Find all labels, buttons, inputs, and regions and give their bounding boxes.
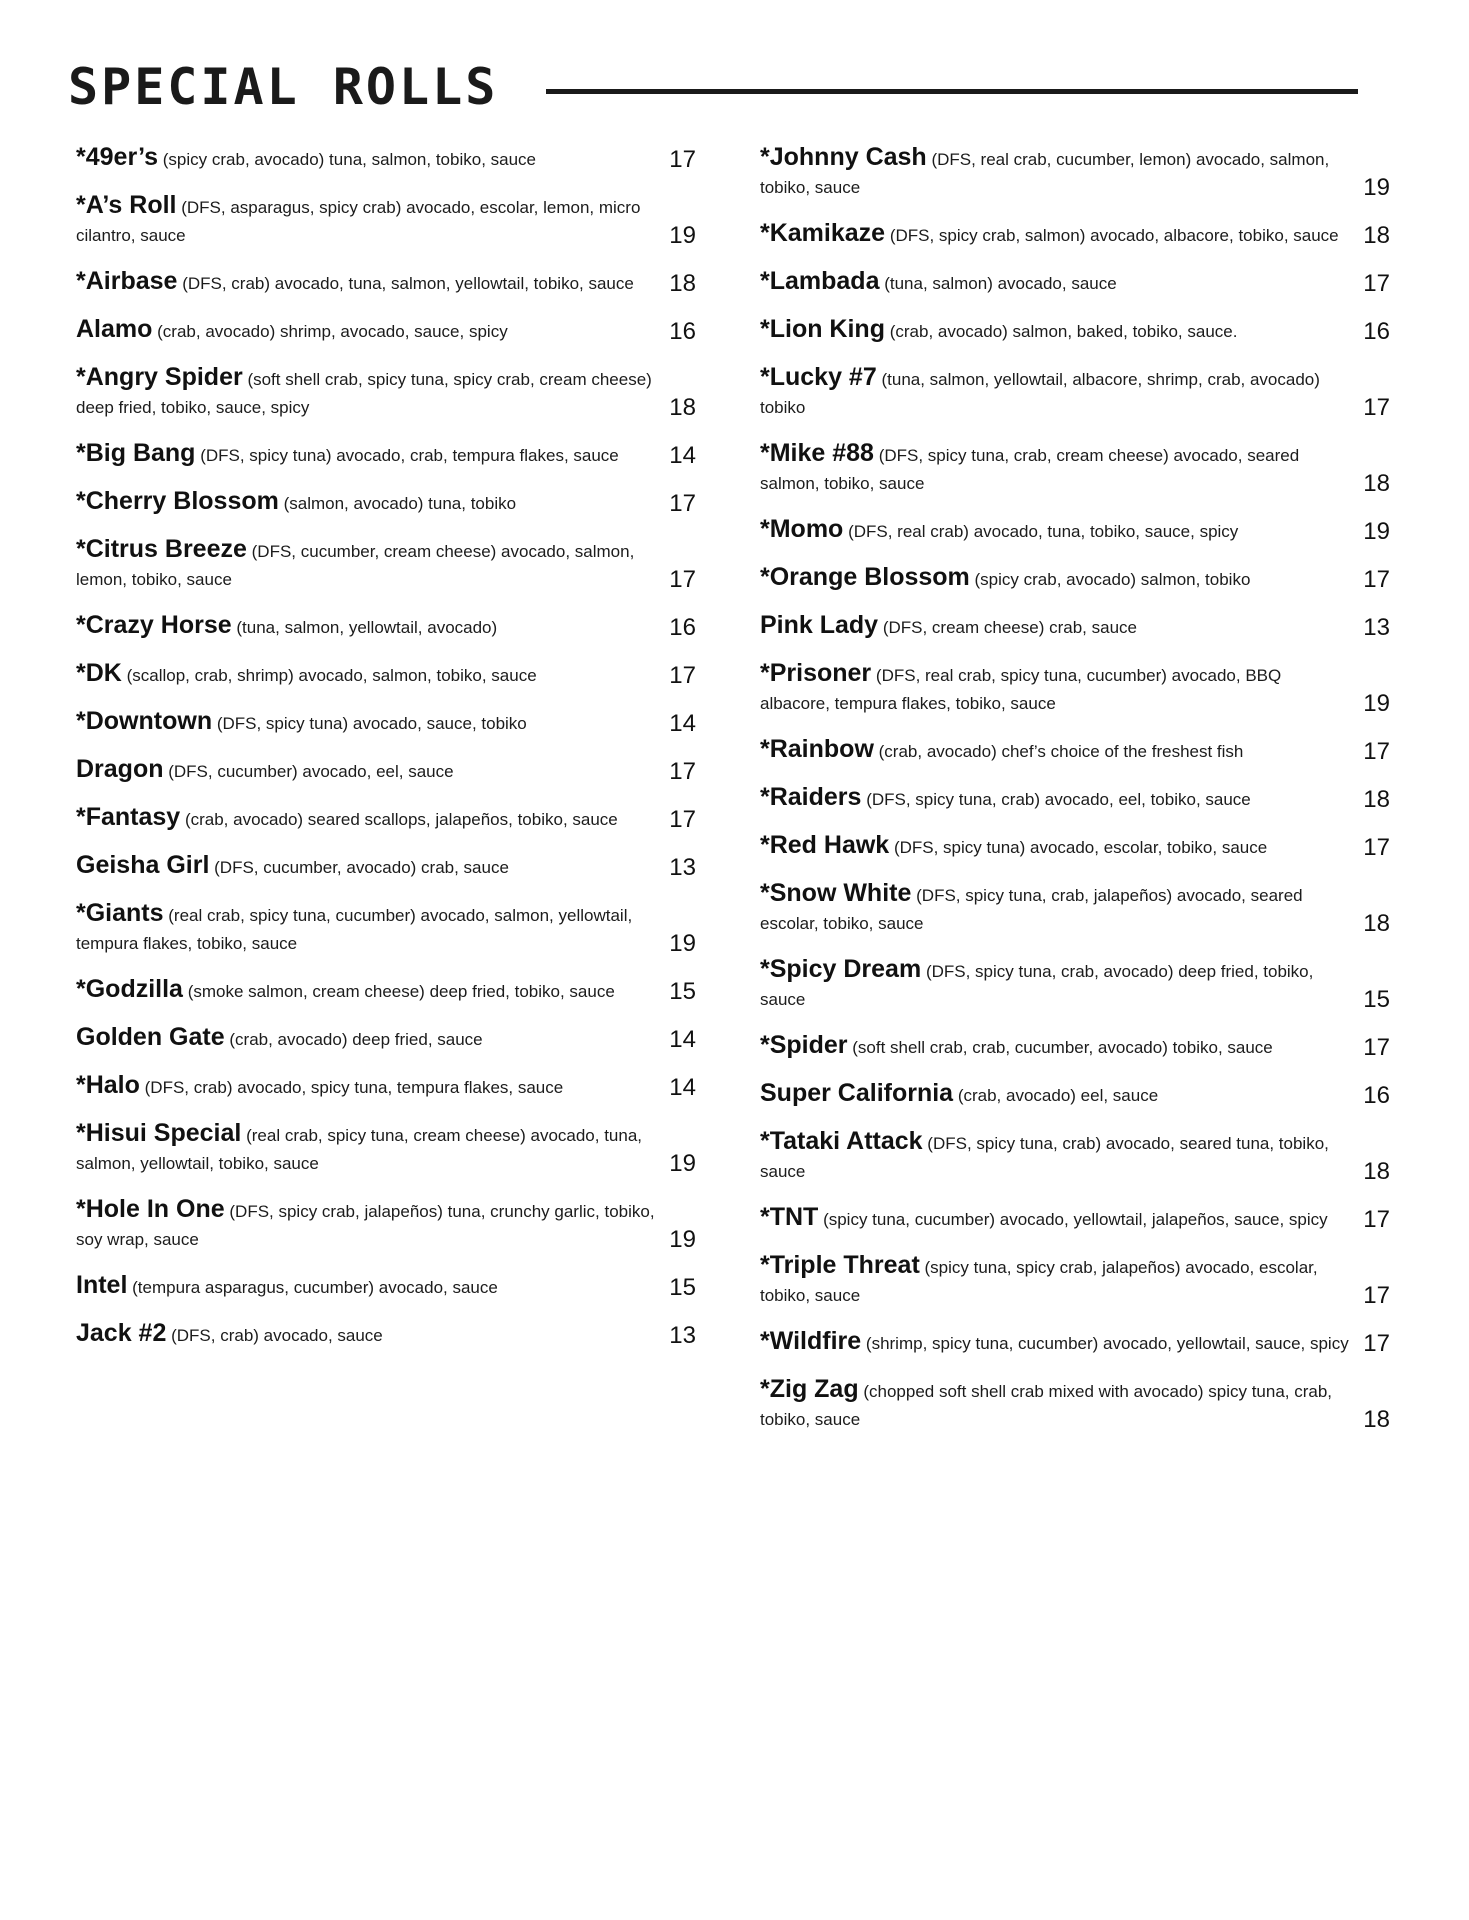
menu-item-name: *Zig Zag — [760, 1375, 859, 1403]
menu-item-description: (DFS, crab) avocado, spicy tuna, tempura flakes, sauce — [144, 1078, 564, 1097]
menu-item-name: *Momo — [760, 515, 844, 543]
menu-item — [760, 363, 1390, 422]
menu-item-description: (DFS, cucumber, cream cheese) avocado, salmon, lemon, tobiko, sauce — [76, 542, 635, 589]
menu-item-name: *Snow White — [760, 879, 912, 907]
menu-item-name: *Raiders — [760, 783, 862, 811]
menu-item-name: *Lambada — [760, 267, 880, 295]
menu-item-price: 18 — [669, 270, 696, 297]
menu-item-text — [76, 1271, 666, 1302]
menu-item-price: 18 — [1363, 1406, 1390, 1433]
menu-item-price: 14 — [669, 710, 696, 737]
menu-item-price: 17 — [1363, 834, 1390, 861]
menu-item-description: (real crab, spicy tuna, cucumber) avocado, salmon, yellowtail, tempura flakes, tobiko, sauce — [76, 906, 633, 953]
menu-item-price: 15 — [669, 1274, 696, 1301]
menu-item-description: (crab, avocado) deep fried, sauce — [229, 1030, 483, 1049]
menu-item-name: *Mike #88 — [760, 439, 874, 467]
menu-item-name: *49er’s — [76, 143, 159, 171]
menu-item-price: 14 — [669, 1026, 696, 1053]
menu-item-text — [760, 143, 1350, 202]
menu-item-price: 18 — [1363, 470, 1390, 497]
menu-item-name: *Angry Spider — [76, 363, 243, 391]
menu-item-name: *Tataki Attack — [760, 1127, 923, 1155]
menu-item-name: *Lion King — [760, 315, 885, 343]
menu-item-text — [76, 487, 666, 518]
menu-item-description: (DFS, cream cheese) crab, sauce — [882, 618, 1137, 637]
menu-item-name: *Orange Blossom — [760, 563, 970, 591]
menu-item-price: 13 — [669, 1322, 696, 1349]
menu-item-name: *Hisui Special — [76, 1119, 242, 1147]
menu-item-name: *Red Hawk — [760, 831, 890, 859]
menu-item-text — [760, 611, 1350, 642]
menu-item — [760, 267, 1390, 298]
menu-item-price: 13 — [1363, 614, 1390, 641]
menu-item-price: 16 — [1363, 1082, 1390, 1109]
menu-item-description: (DFS, real crab, spicy tuna, cucumber) avocado, BBQ albacore, tempura flakes, tobiko, sauce — [760, 666, 1282, 713]
menu-item — [760, 143, 1390, 202]
menu-item-text — [760, 315, 1350, 346]
menu-item-description: (DFS, spicy tuna, crab) avocado, seared tuna, tobiko, sauce — [760, 1134, 1329, 1181]
menu-item-description: (shrimp, spicy tuna, cucumber) avocado, yellowtail, sauce, spicy — [865, 1334, 1349, 1353]
menu-item — [760, 1251, 1390, 1310]
menu-item-description: (DFS, spicy tuna, crab) avocado, eel, tobiko, sauce — [866, 790, 1251, 809]
menu-item-description: (DFS, asparagus, spicy crab) avocado, escolar, lemon, micro cilantro, sauce — [76, 198, 641, 245]
menu-item-price: 17 — [669, 758, 696, 785]
menu-item-description: (DFS, spicy tuna) avocado, escolar, tobiko, sauce — [893, 838, 1268, 857]
menu-item — [76, 975, 696, 1006]
menu-item-price: 14 — [669, 442, 696, 469]
menu-item-text — [76, 143, 666, 174]
menu-item-text — [76, 315, 666, 346]
menu-item-text — [760, 735, 1350, 766]
menu-item-price: 18 — [1363, 910, 1390, 937]
menu-item-name: *Airbase — [76, 267, 178, 295]
menu-item-description: (tuna, salmon, yellowtail, albacore, shrimp, crab, avocado) tobiko — [760, 370, 1320, 417]
menu-item-price: 17 — [669, 490, 696, 517]
menu-item-description: (crab, avocado) eel, sauce — [957, 1086, 1159, 1105]
menu-item-description: (soft shell crab, crab, cucumber, avocado) tobiko, sauce — [852, 1038, 1273, 1057]
menu-item-text — [76, 899, 666, 958]
menu-item-name: Pink Lady — [760, 611, 879, 639]
menu-item-name: *Cherry Blossom — [76, 487, 279, 515]
menu-item-description: (spicy tuna, cucumber) avocado, yellowtail, jalapeños, sauce, spicy — [823, 1210, 1328, 1229]
menu-item-name: *DK — [76, 659, 122, 687]
menu-item-description: (spicy crab, avocado) tuna, salmon, tobiko, sauce — [162, 150, 537, 169]
menu-item — [76, 1319, 696, 1350]
menu-item-text — [76, 659, 666, 690]
menu-item-price: 17 — [1363, 566, 1390, 593]
menu-item-text — [760, 1327, 1350, 1358]
menu-item-description: (DFS, cucumber) avocado, eel, sauce — [168, 762, 454, 781]
menu-item-name: *Wildfire — [760, 1327, 862, 1355]
menu-item-price: 19 — [669, 222, 696, 249]
menu-item-text — [760, 439, 1350, 498]
menu-item-price: 15 — [669, 978, 696, 1005]
menu-item-text — [76, 1195, 666, 1254]
menu-item-price: 14 — [669, 1074, 696, 1101]
menu-item-description: (DFS, spicy tuna, crab, avocado) deep fried, tobiko, sauce — [760, 962, 1314, 1009]
menu-item-name: *Halo — [76, 1071, 140, 1099]
menu-item-price: 16 — [669, 318, 696, 345]
menu-item-name: Super California — [760, 1079, 954, 1107]
menu-item — [760, 1031, 1390, 1062]
menu-item-text — [760, 563, 1350, 594]
menu-item — [760, 219, 1390, 250]
menu-item-text — [76, 1119, 666, 1178]
menu-item-name: Intel — [76, 1271, 128, 1299]
menu-item-price: 16 — [1363, 318, 1390, 345]
menu-item-text — [760, 659, 1350, 718]
menu-item-text — [760, 831, 1350, 862]
menu-item-text — [76, 975, 666, 1006]
menu-item — [76, 535, 696, 594]
menu-item-price: 16 — [669, 614, 696, 641]
menu-item-name: *Giants — [76, 899, 164, 927]
menu-item-price: 17 — [1363, 1282, 1390, 1309]
menu-item-description: (crab, avocado) seared scallops, jalapeños, tobiko, sauce — [184, 810, 618, 829]
menu-item-name: *Kamikaze — [760, 219, 886, 247]
menu-item-description: (DFS, crab) avocado, tuna, salmon, yellowtail, tobiko, sauce — [182, 274, 634, 293]
menu-item-price: 17 — [669, 146, 696, 173]
menu-item-text — [760, 219, 1350, 250]
menu-item — [760, 563, 1390, 594]
menu-item-name: Alamo — [76, 315, 153, 343]
menu-item — [760, 1375, 1390, 1434]
menu-item — [76, 1195, 696, 1254]
menu-item-description: (crab, avocado) salmon, baked, tobiko, sauce. — [889, 322, 1238, 341]
menu-item-name: *Fantasy — [76, 803, 181, 831]
menu-item — [76, 363, 696, 422]
menu-item-price: 17 — [1363, 1330, 1390, 1357]
menu-item — [76, 191, 696, 250]
menu-item — [760, 831, 1390, 862]
menu-item-price: 15 — [1363, 986, 1390, 1013]
menu-item-name: Golden Gate — [76, 1023, 225, 1051]
menu-item-name: *A’s Roll — [76, 191, 177, 219]
menu-item-text — [76, 611, 666, 642]
menu-item-name: Jack #2 — [76, 1319, 167, 1347]
menu-item — [760, 1127, 1390, 1186]
menu-item-description: (spicy crab, avocado) salmon, tobiko — [974, 570, 1251, 589]
menu-item-name: *TNT — [760, 1203, 819, 1231]
menu-item — [76, 707, 696, 738]
menu-item-text — [760, 1031, 1350, 1062]
menu-item-price: 19 — [1363, 690, 1390, 717]
menu-item — [76, 899, 696, 958]
menu-item-text — [76, 1071, 666, 1102]
menu-item-text — [760, 1203, 1350, 1234]
menu-item — [76, 1271, 696, 1302]
menu-item-name: *Big Bang — [76, 439, 196, 467]
menu-item — [76, 803, 696, 834]
menu-item-text — [760, 1127, 1350, 1186]
menu-item-description: (DFS, spicy tuna, crab, cream cheese) avocado, seared salmon, tobiko, sauce — [760, 446, 1300, 493]
menu-item-name: *Spicy Dream — [760, 955, 922, 983]
menu-item — [760, 879, 1390, 938]
menu-item-price: 17 — [1363, 738, 1390, 765]
menu-item-name: *Spider — [760, 1031, 848, 1059]
menu-item-description: (spicy tuna, spicy crab, jalapeños) avocado, escolar, tobiko, sauce — [760, 1258, 1318, 1305]
menu-item-price: 19 — [669, 1150, 696, 1177]
menu-item — [76, 659, 696, 690]
menu-item — [76, 1023, 696, 1054]
menu-item-description: (soft shell crab, spicy tuna, spicy crab, cream cheese) deep fried, tobiko, sauce, spicy — [76, 370, 652, 417]
menu-item-price: 18 — [1363, 786, 1390, 813]
menu-item-price: 17 — [1363, 1206, 1390, 1233]
menu-item-price: 18 — [1363, 222, 1390, 249]
menu-item-description: (crab, avocado) chef’s choice of the freshest fish — [878, 742, 1244, 761]
menu-item-text — [760, 879, 1350, 938]
menu-item — [760, 611, 1390, 642]
menu-item-name: Geisha Girl — [76, 851, 210, 879]
menu-item-description: (DFS, spicy crab, jalapeños) tuna, crunchy garlic, tobiko, soy wrap, sauce — [76, 1202, 655, 1249]
menu-item-name: *Citrus Breeze — [76, 535, 247, 563]
menu-item-text — [76, 363, 666, 422]
menu-item-name: *Prisoner — [760, 659, 872, 687]
menu-item-text — [76, 1319, 666, 1350]
menu-item — [760, 955, 1390, 1014]
menu-item-text — [760, 1375, 1350, 1434]
menu-item — [76, 851, 696, 882]
menu-item-text — [76, 535, 666, 594]
menu-item-name: *Johnny Cash — [760, 143, 927, 171]
menu-item-price: 17 — [1363, 1034, 1390, 1061]
menu-item-text — [760, 1079, 1350, 1110]
menu-item-description: (smoke salmon, cream cheese) deep fried, tobiko, sauce — [187, 982, 615, 1001]
menu-item — [760, 783, 1390, 814]
menu-item-text — [76, 439, 666, 470]
menu-item-price: 19 — [1363, 518, 1390, 545]
menu-item-price: 17 — [669, 566, 696, 593]
menu-item — [76, 1119, 696, 1178]
menu-item-text — [76, 707, 666, 738]
menu-item — [76, 487, 696, 518]
menu-item — [760, 1327, 1390, 1358]
menu-item-name: *Crazy Horse — [76, 611, 232, 639]
menu-item — [76, 611, 696, 642]
menu-item-description: (scallop, crab, shrimp) avocado, salmon, tobiko, sauce — [126, 666, 537, 685]
menu-item-price: 19 — [1363, 174, 1390, 201]
menu-item — [76, 315, 696, 346]
menu-item-description: (tuna, salmon, yellowtail, avocado) — [236, 618, 498, 637]
menu-item-text — [760, 515, 1350, 546]
menu-item — [76, 267, 696, 298]
menu-item-price: 13 — [669, 854, 696, 881]
menu-item-text — [76, 1023, 666, 1054]
menu-item — [760, 1203, 1390, 1234]
menu-item — [76, 143, 696, 174]
menu-item-price: 17 — [669, 806, 696, 833]
menu-item — [76, 439, 696, 470]
menu-item-price: 17 — [1363, 394, 1390, 421]
menu-item-price: 18 — [1363, 1158, 1390, 1185]
menu-item-name: *Godzilla — [76, 975, 183, 1003]
right-column — [760, 143, 1390, 1434]
menu-item-description: (DFS, real crab) avocado, tuna, tobiko, sauce, spicy — [848, 522, 1239, 541]
menu-item — [760, 439, 1390, 498]
menu-item-price: 19 — [669, 930, 696, 957]
menu-item-text — [76, 267, 666, 298]
menu-item-name: *Downtown — [76, 707, 213, 735]
menu-item — [760, 735, 1390, 766]
menu-item — [760, 659, 1390, 718]
menu-item-text — [760, 955, 1350, 1014]
menu-item-description: (chopped soft shell crab mixed with avocado) spicy tuna, crab, tobiko, sauce — [760, 1382, 1333, 1429]
menu-item-name: *Triple Threat — [760, 1251, 920, 1279]
menu-item-name: *Hole In One — [76, 1195, 225, 1223]
menu-item — [760, 515, 1390, 546]
menu-item-text — [760, 783, 1350, 814]
menu-item-price: 17 — [1363, 270, 1390, 297]
menu-header — [68, 52, 1358, 122]
menu-item-price: 19 — [669, 1226, 696, 1253]
menu-item-description: (DFS, cucumber, avocado) crab, sauce — [214, 858, 509, 877]
menu-item-text — [76, 851, 666, 882]
menu-item — [76, 755, 696, 786]
menu-item-description: (DFS, spicy crab, salmon) avocado, albacore, tobiko, sauce — [889, 226, 1339, 245]
menu-item-name: Dragon — [76, 755, 164, 783]
menu-item-description: (real crab, spicy tuna, cream cheese) avocado, tuna, salmon, yellowtail, tobiko, sauce — [76, 1126, 643, 1173]
menu-item-text — [76, 191, 666, 250]
menu-item-description: (tuna, salmon) avocado, sauce — [884, 274, 1117, 293]
menu-item-text — [760, 267, 1350, 298]
menu-item — [760, 1079, 1390, 1110]
menu-item-description: (DFS, spicy tuna, crab, jalapeños) avocado, seared escolar, tobiko, sauce — [760, 886, 1303, 933]
title-underline — [546, 89, 1358, 94]
menu-item-name: *Rainbow — [760, 735, 874, 763]
menu-item-text — [76, 755, 666, 786]
menu-item-text — [760, 1251, 1350, 1310]
menu-item-description: (DFS, real crab, cucumber, lemon) avocado, salmon, tobiko, sauce — [760, 150, 1330, 197]
menu-item — [760, 315, 1390, 346]
menu-item-description: (DFS, crab) avocado, sauce — [171, 1326, 383, 1345]
menu-item — [76, 1071, 696, 1102]
menu-item-text — [760, 363, 1350, 422]
menu-item-price: 17 — [669, 662, 696, 689]
menu-item-description: (salmon, avocado) tuna, tobiko — [283, 494, 517, 513]
menu-item-description: (DFS, spicy tuna) avocado, sauce, tobiko — [216, 714, 527, 733]
menu-item-description: (crab, avocado) shrimp, avocado, sauce, spicy — [157, 322, 508, 341]
menu-item-text — [76, 803, 666, 834]
menu-item-description: (tempura asparagus, cucumber) avocado, sauce — [132, 1278, 498, 1297]
left-column — [76, 143, 696, 1350]
menu-item-description: (DFS, spicy tuna) avocado, crab, tempura flakes, sauce — [200, 446, 619, 465]
menu-item-name: *Lucky #7 — [760, 363, 877, 391]
page-title: SPECIAL ROLLS — [68, 58, 499, 116]
menu-item-price: 18 — [669, 394, 696, 421]
